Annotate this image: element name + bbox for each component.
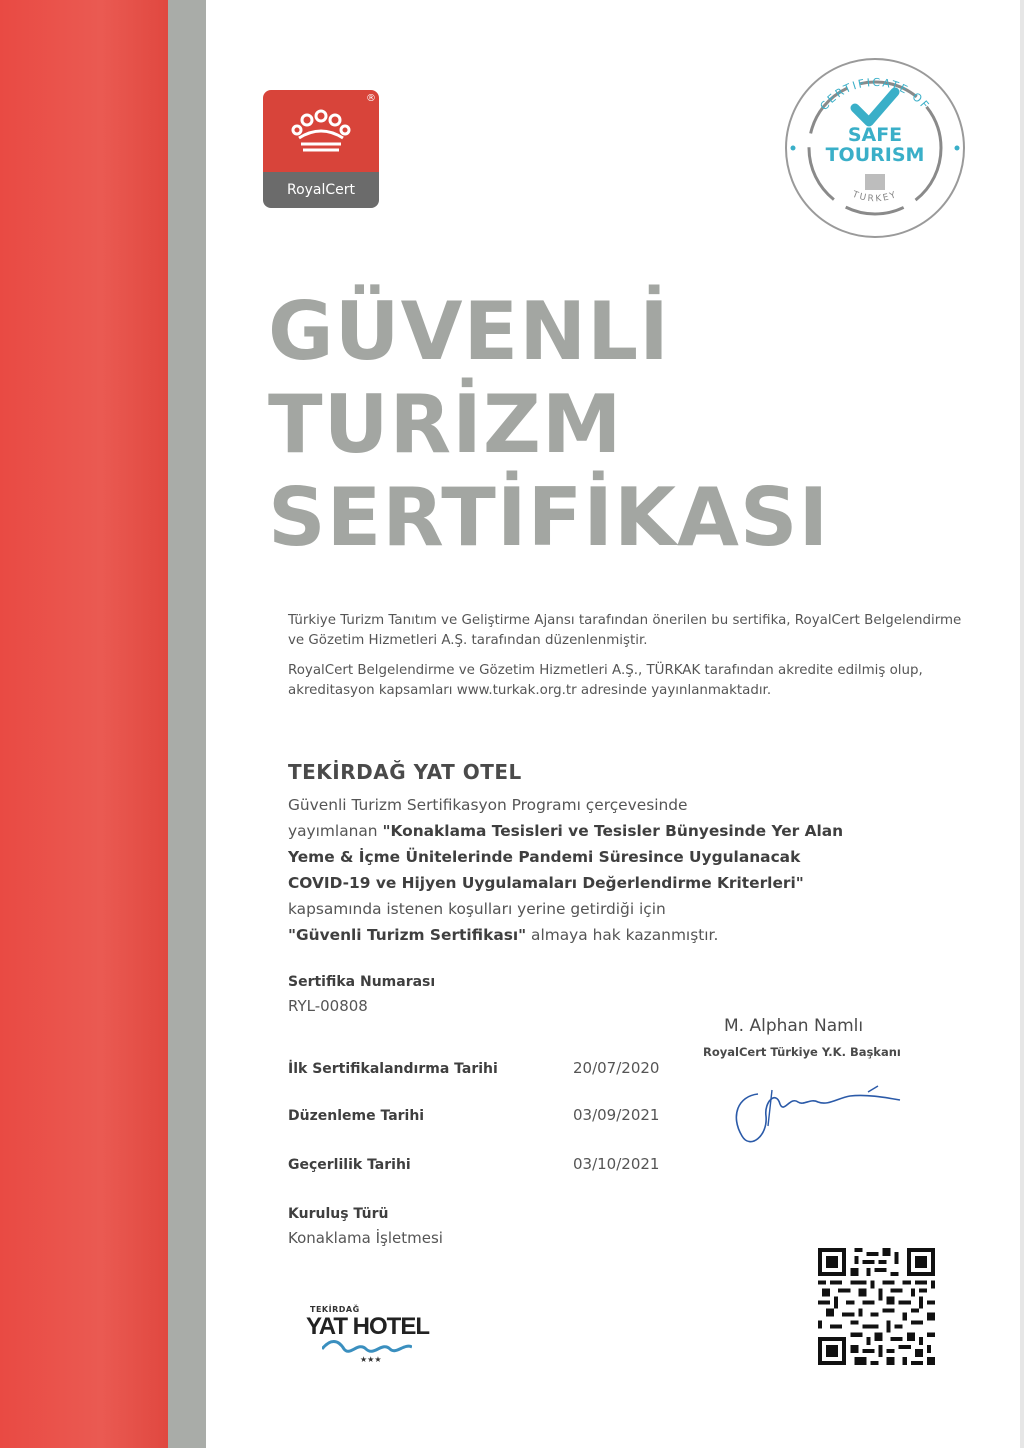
- yat-hotel-small-text: TEKİRDAĞ: [310, 1305, 360, 1314]
- certificate-title: [268, 285, 829, 564]
- desc-line-3-bold: Yeme & İçme Ünitelerinde Pandemi Süresince Uygulanacak: [288, 848, 801, 866]
- mini-royalcert-icon: [865, 174, 885, 190]
- signer-title: RoyalCert Türkiye Y.K. Başkanı: [703, 1045, 901, 1059]
- desc-line-4: [288, 870, 968, 896]
- yat-hotel-big-text: YAT HOTEL: [306, 1313, 430, 1340]
- safe-tourism-seal-icon: [783, 56, 967, 240]
- intro-paragraph-2: RoyalCert Belgelendirme ve Gözetim Hizmetleri A.Ş., TÜRKAK tarafından akredite edilmiş olup, akreditasyon kapsamları www.turkak.org.tr adresinde yayınlanmaktadır.: [288, 663, 923, 698]
- desc-line-5: kapsamında istenen koşulları yerine getirdiği için: [288, 900, 666, 918]
- certificate-number-label: Sertifika Numarası: [288, 974, 436, 990]
- title-line-2: TURİZM: [268, 378, 623, 471]
- issue-date-value: 03/09/2021: [573, 1106, 660, 1124]
- certificate-description: [288, 792, 968, 948]
- qr-code-icon: [818, 1248, 935, 1365]
- yat-hotel-logo: [306, 1305, 436, 1367]
- wave-icon: [322, 1339, 412, 1355]
- desc-line-2: [288, 818, 968, 844]
- desc-line-4-bold: COVID-19 ve Hijyen Uygulamaları Değerlendirme Kriterleri": [288, 874, 804, 892]
- title-line-3: SERTİFİKASI: [268, 471, 830, 564]
- left-red-stripe: [0, 0, 168, 1448]
- desc-line-2-plain: yayımlanan: [288, 822, 383, 840]
- royalcert-logo-text: RoyalCert: [263, 172, 379, 208]
- desc-line-1: Güvenli Turizm Sertifikasyon Programı çerçevesinde: [288, 796, 688, 814]
- title-line-1: GÜVENLİ: [268, 285, 670, 378]
- hotel-name: TEKİRDAĞ YAT OTEL: [288, 760, 522, 784]
- registered-mark: ®: [366, 93, 376, 104]
- crown-icon: [291, 106, 351, 158]
- first-cert-date-value: 20/07/2020: [573, 1059, 660, 1077]
- royalcert-logo-top: [263, 90, 379, 172]
- certificate-number-value: RYL-00808: [288, 997, 368, 1015]
- badge-bottom-text: TURKEY: [850, 189, 900, 205]
- royalcert-logo: [263, 90, 379, 208]
- signer-name: M. Alphan Namlı: [724, 1016, 864, 1036]
- desc-line-3: [288, 844, 968, 870]
- badge-main-line2: TOURISM: [825, 144, 925, 166]
- badge-top-text: CERTIFICATE OF: [817, 75, 933, 113]
- hotel-stars: ★★★: [360, 1355, 382, 1364]
- intro-text: [288, 611, 968, 711]
- organization-type-label: Kuruluş Türü: [288, 1206, 389, 1222]
- first-cert-date-label: İlk Sertifikalandırma Tarihi: [288, 1061, 498, 1077]
- organization-type-value: Konaklama İşletmesi: [288, 1229, 443, 1247]
- desc-line-2-bold: "Konaklama Tesisleri ve Tesisler Bünyesinde Yer Alan: [382, 822, 844, 840]
- desc-line-6: [288, 922, 968, 948]
- desc-line-6-bold: "Güvenli Turizm Sertifikası": [288, 926, 527, 944]
- signature-icon: [728, 1076, 908, 1156]
- scan-edge: [1020, 0, 1024, 1448]
- intro-paragraph-1: Türkiye Turizm Tanıtım ve Geliştirme Ajansı tarafından önerilen bu sertifika, RoyalCert Belgelendirme ve Gözetim Hizmetleri A.Ş. tarafından düzenlenmiştir.: [288, 613, 962, 648]
- left-gray-stripe: [168, 0, 206, 1448]
- safe-tourism-badge: [783, 56, 967, 240]
- validity-date-label: Geçerlilik Tarihi: [288, 1157, 411, 1173]
- validity-date-value: 03/10/2021: [573, 1155, 660, 1173]
- desc-line-6-plain: almaya hak kazanmıştır.: [526, 926, 719, 944]
- badge-main-line1: SAFE: [847, 124, 903, 146]
- issue-date-label: Düzenleme Tarihi: [288, 1108, 425, 1124]
